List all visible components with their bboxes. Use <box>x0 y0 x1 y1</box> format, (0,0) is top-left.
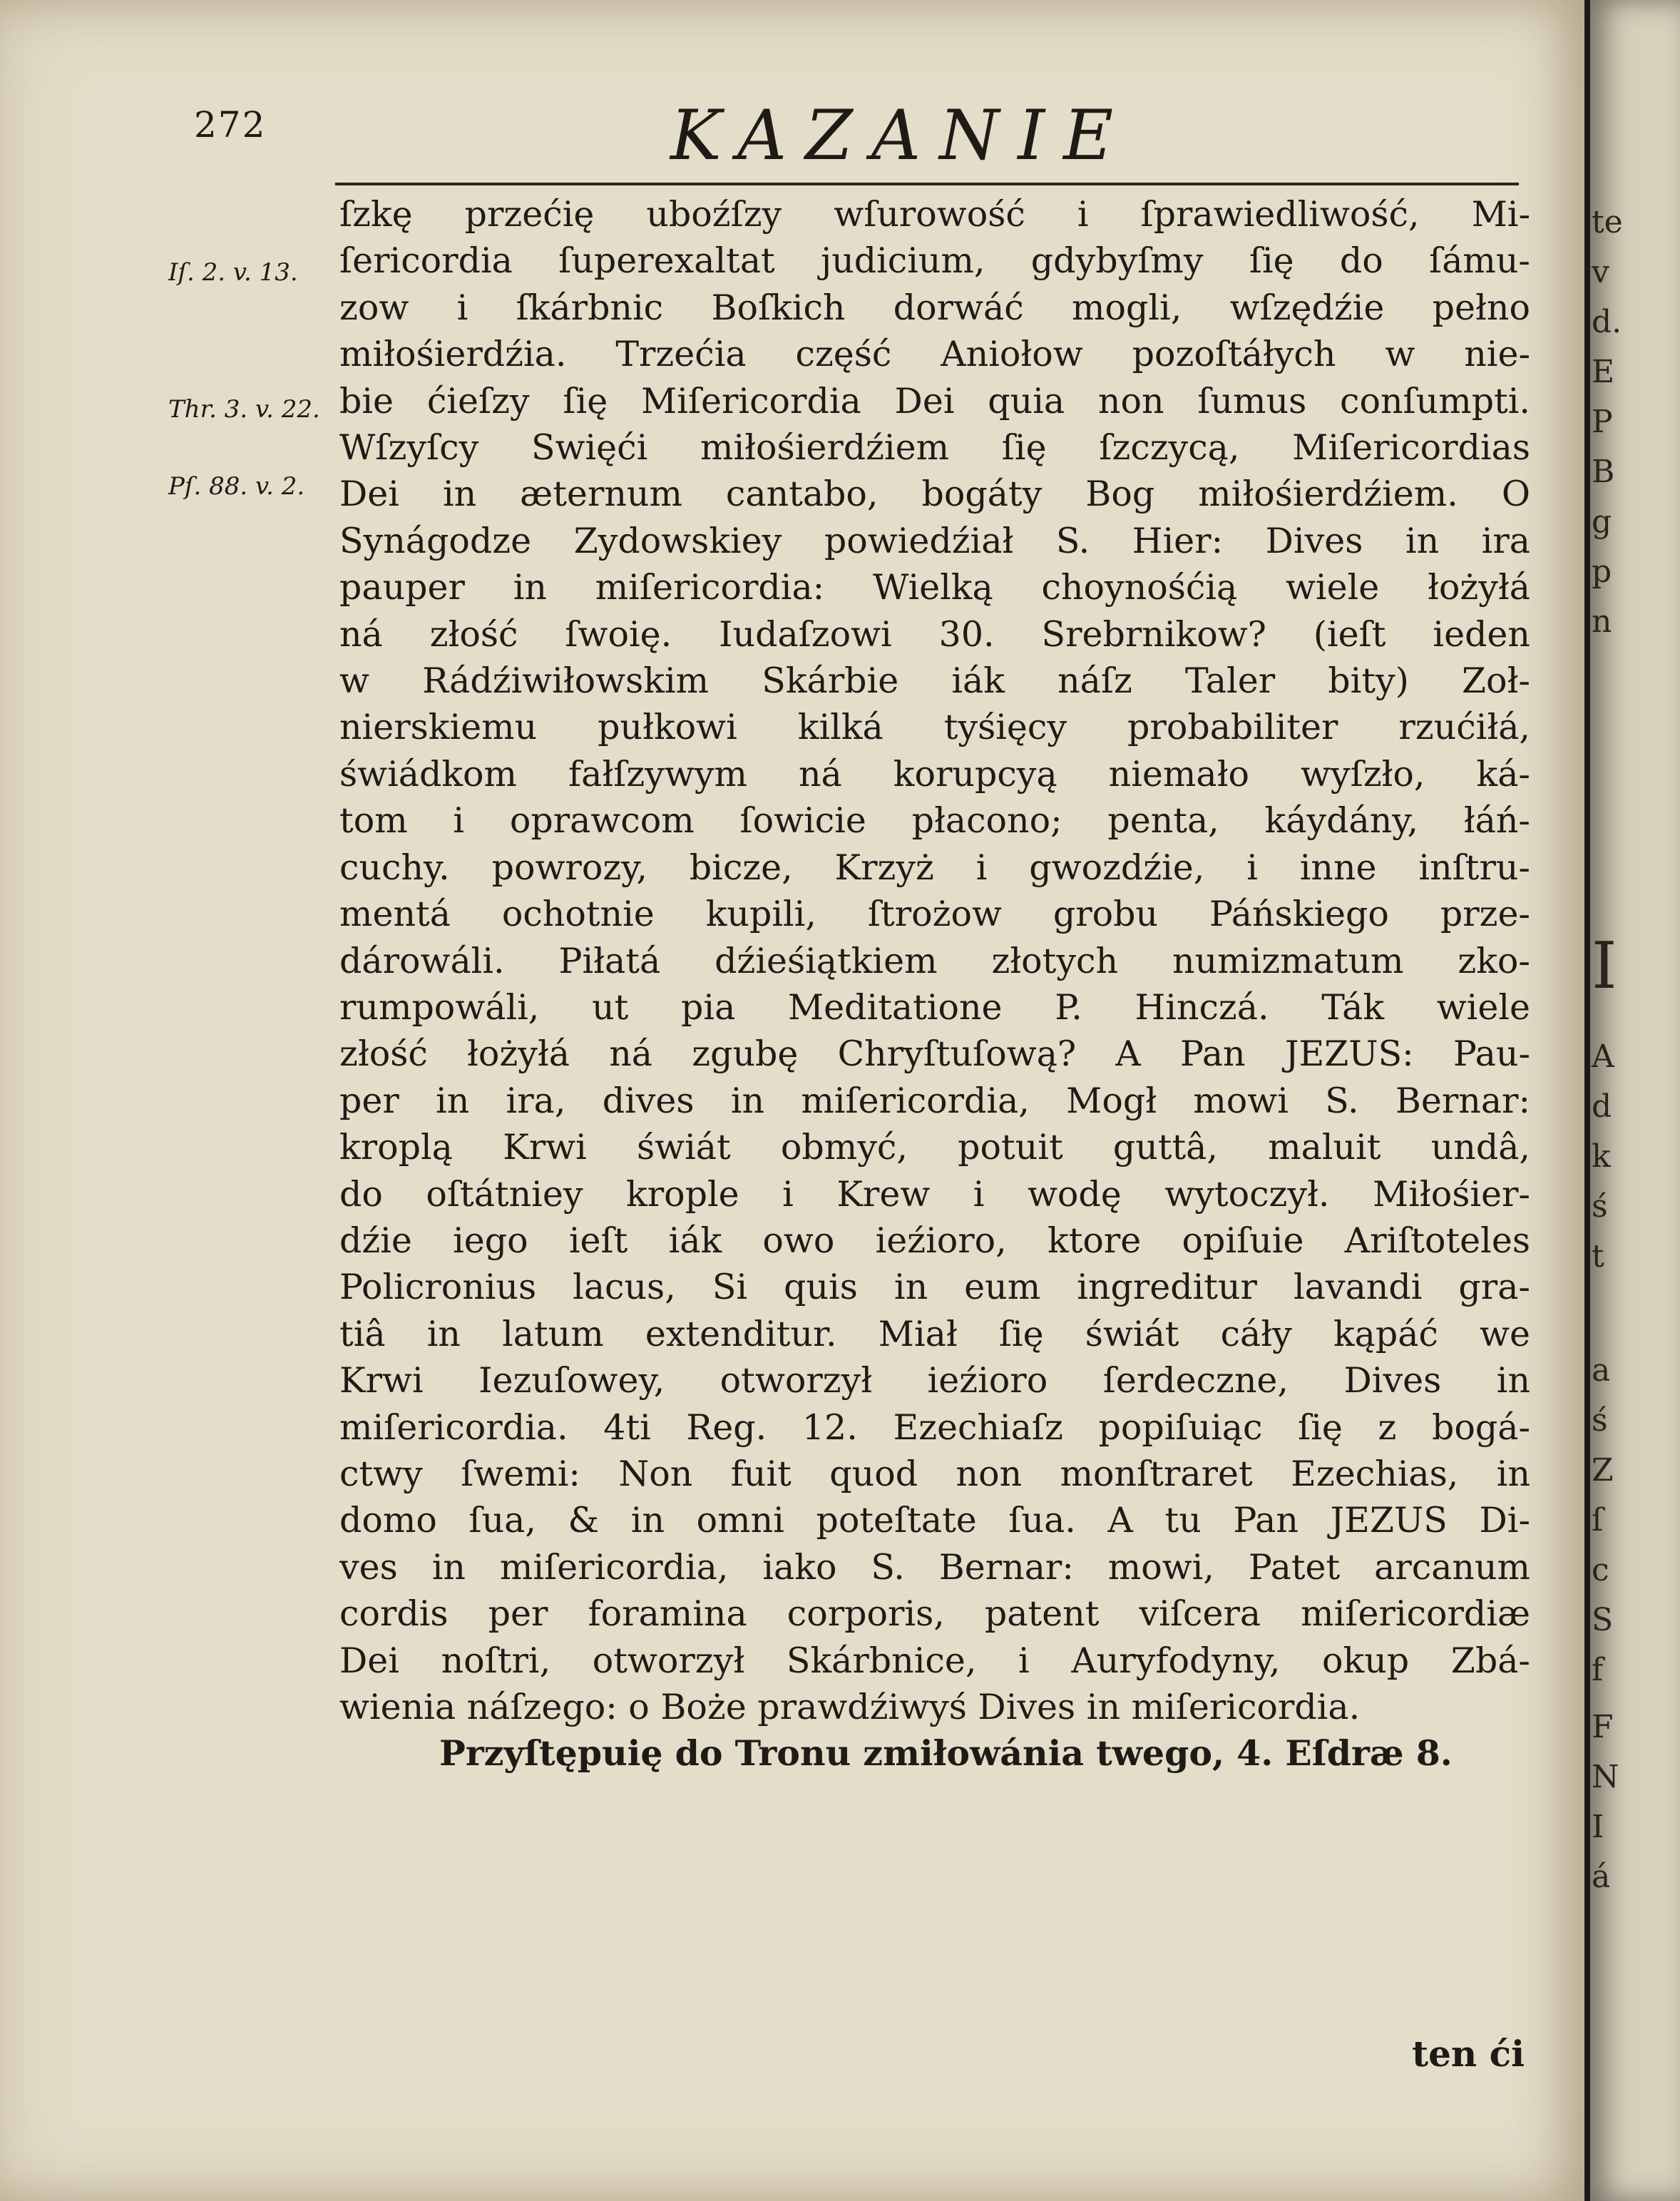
next-page-fragment: Z <box>1592 1452 1614 1488</box>
text-line: tiâ in latum extenditur. Miał ſię świát cáły kąpáć we <box>339 1313 1530 1354</box>
margin-note: Iſ. 2. v. 13. <box>168 258 298 287</box>
text-line: tom i oprawcom ſowicie płacono; penta, káydány, łáń- <box>339 800 1530 842</box>
next-page-fragment: I <box>1592 929 1617 1004</box>
next-page-fragment: c <box>1592 1552 1609 1588</box>
text-line: ſericordia ſuperexaltat judicium, gdybyſmy ſię do ſámu- <box>339 240 1530 282</box>
next-page-fragment: n <box>1592 603 1612 640</box>
text-line: ſzkę przećię uboźſzy wſurowość i ſprawiedliwość, Mi- <box>339 194 1530 235</box>
text-line: domo ſua, & in omni poteſtate ſua. A tu Pan JEZUS Di- <box>339 1500 1530 1541</box>
text-line: rumpowáli, ut pia Meditatione P. Hinczá. Ták wiele <box>339 986 1530 1028</box>
next-page-fragment: te <box>1592 204 1623 240</box>
next-page-fragment: ſ <box>1592 1502 1604 1538</box>
next-page-fragment: k <box>1592 1138 1611 1175</box>
text-line: Dei noſtri, otworzył Skárbnice, i Auryfodyny, okup Zbá- <box>339 1640 1530 1681</box>
next-page-fragment: B <box>1592 454 1615 490</box>
next-page-fragment: p <box>1592 553 1612 590</box>
text-line: Wſzyſcy Swięći miłośierdźiem ſię ſzczycą, Miſericordias <box>339 427 1530 469</box>
text-line: dárowáli. Piłatá dźieśiątkiem złotych numizmatum zko- <box>339 940 1530 981</box>
next-page-fragment: ś <box>1592 1402 1608 1439</box>
margin-note: Pſ. 88. v. 2. <box>168 472 305 501</box>
text-line: kroplą Krwi świát obmyć, potuit guttâ, maluit undâ, <box>339 1127 1530 1168</box>
next-page-fragment: a <box>1592 1352 1611 1389</box>
next-page-fragment: I <box>1592 1809 1604 1845</box>
body-text <box>339 191 1530 1777</box>
next-page-fragment: d <box>1592 1088 1612 1125</box>
next-page-fragment: N <box>1592 1759 1619 1795</box>
text-line: ctwy ſwemi: Non fuit quod non monſtraret Ezechias, in <box>339 1453 1530 1494</box>
next-page-fragment: á <box>1592 1859 1611 1895</box>
text-line: Dei in æternum cantabo, bogáty Bog miłośierdźiem. O <box>339 474 1530 515</box>
text-line: dźie iego ieſt iák owo ieźioro, ktore opiſuie Ariſtoteles <box>339 1220 1530 1261</box>
next-page-edge <box>1590 0 1680 2201</box>
next-page-fragment: g <box>1592 504 1612 540</box>
text-line: Krwi Iezuſowey, otworzył ieźioro ſerdeczne, Dives in <box>339 1360 1530 1401</box>
text-line: bie ćieſzy ſię Miſericordia Dei quia non ſumus conſumpti. <box>339 380 1530 422</box>
catchword: ten ći <box>1412 2033 1525 2075</box>
next-page-fragment: v <box>1592 254 1609 290</box>
text-line: do oſtátniey krople i Krew i wodę wytoczył. Miłośier- <box>339 1173 1530 1215</box>
text-line: per in ira, dives in miſericordia, Mogł mowi S. Bernar: <box>339 1080 1530 1121</box>
next-page-fragment: P <box>1592 404 1613 440</box>
text-line: Policronius lacus, Si quis in eum ingreditur lavandi gra- <box>339 1267 1530 1308</box>
next-page-fragment: S <box>1592 1602 1614 1638</box>
text-line: nierskiemu pułkowi kilká tyśięcy probabiliter rzućiłá, <box>339 707 1530 748</box>
next-page-fragment: A <box>1592 1038 1614 1075</box>
header-rule <box>335 183 1519 185</box>
paragraph-start-line: Przyſtępuię do Tronu zmiłowánia twego, 4. Eſdræ 8. <box>439 1732 1453 1774</box>
text-line: wienia náſzego: o Boże prawdźiwyś Dives in miſericordia. <box>339 1687 1361 1727</box>
text-line: miłośierdźia. Trzećia część Aniołow pozoſtáłych w nie- <box>339 334 1530 375</box>
next-page-fragment: E <box>1592 354 1615 390</box>
text-line: złość łożyłá ná zgubę Chryſtuſową? A Pan JEZUS: Pau- <box>339 1033 1530 1075</box>
text-line: Synágodze Zydowskiey powiedźiał S. Hier: Dives in ira <box>339 520 1530 561</box>
text-line: zow i ſkárbnic Boſkich dorwáć mogli, wſzędźie pełno <box>339 287 1530 328</box>
text-line: ves in miſericordia, iako S. Bernar: mowi, Patet arcanum <box>339 1546 1530 1588</box>
text-line: w Rádźiwiłowskim Skárbie iák náſz Taler bity) Zoł- <box>339 660 1530 702</box>
text-line: pauper in miſericordia: Wielką choynośćią wiele łożyłá <box>339 567 1530 608</box>
margin-note: Thr. 3. v. 22. <box>168 395 320 424</box>
text-line: mentá ochotnie kupili, ſtrożow grobu Páńskiego prze- <box>339 894 1530 935</box>
text-line: miſericordia. 4ti Reg. 12. Ezechiaſz popiſuiąc ſię z bogá- <box>339 1406 1530 1448</box>
next-page-fragment: ś <box>1592 1188 1608 1225</box>
next-page-fragment: f <box>1592 1652 1604 1688</box>
text-line: świádkom fałſzywym ná korupcyą niemało wyſzło, ká- <box>339 753 1530 795</box>
page-number: 272 <box>194 104 267 145</box>
next-page-fragment: F <box>1592 1709 1614 1745</box>
text-line: cordis per foramina corporis, patent viſcera miſericordiæ <box>339 1593 1530 1635</box>
text-line: ná złość ſwoię. Iudaſzowi 30. Srebrnikow? (ieſt ieden <box>339 613 1530 655</box>
next-page-fragment: t <box>1592 1238 1604 1275</box>
running-title: KAZANIE <box>670 96 1132 175</box>
next-page-fragment: d. <box>1592 304 1622 340</box>
text-line: cuchy. powrozy, bicze, Krzyż i gwozdźie, i inne inſtru- <box>339 847 1530 888</box>
